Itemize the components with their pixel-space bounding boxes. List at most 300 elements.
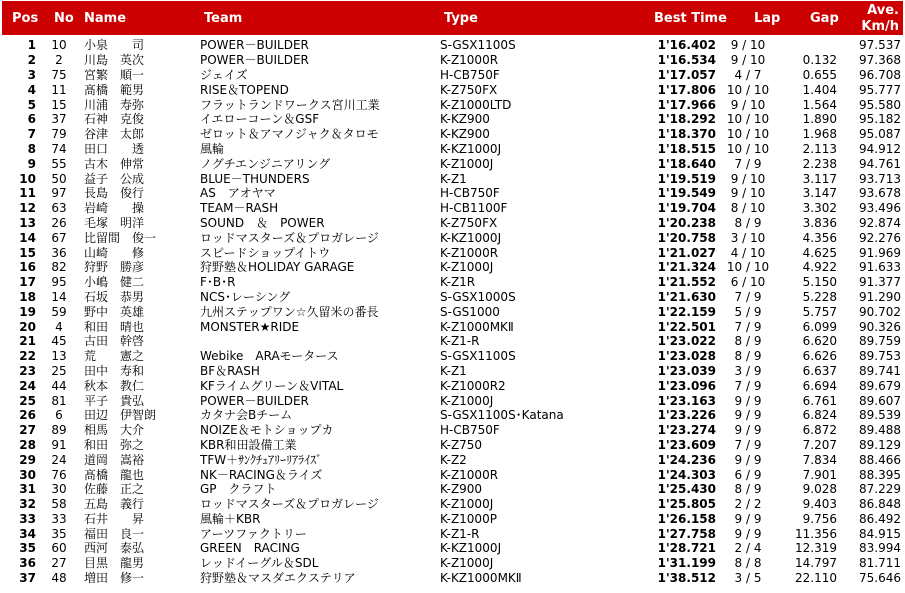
lap-cell: 10 / 10 xyxy=(726,127,770,142)
position-cell: 17 xyxy=(19,275,36,290)
result-row xyxy=(2,230,903,245)
number-cell: 60 xyxy=(51,541,67,556)
average-speed-cell: 95.182 xyxy=(859,112,901,127)
team-cell: ジェイズ xyxy=(200,67,248,82)
rider-name-cell: 田口 透 xyxy=(84,141,145,156)
header-type: Type xyxy=(444,11,478,26)
result-row xyxy=(2,53,903,68)
gap-cell: 1.404 xyxy=(802,82,837,97)
gap-cell: 7.207 xyxy=(802,437,837,452)
best-time-cell: 1'16.402 xyxy=(657,38,716,53)
gap-cell: 9.028 xyxy=(802,482,837,497)
best-time-cell: 1'18.640 xyxy=(657,156,716,171)
position-cell: 4 xyxy=(27,82,36,97)
gap-cell: 6.824 xyxy=(802,408,837,423)
lap-cell: 8 / 8 xyxy=(734,556,762,571)
average-speed-cell: 91.969 xyxy=(859,245,901,260)
average-speed-cell: 91.633 xyxy=(859,260,901,275)
best-time-cell: 1'24.303 xyxy=(657,467,716,482)
team-cell: イエローコーン＆GSF xyxy=(200,112,320,127)
result-row xyxy=(2,112,903,127)
best-time-cell: 1'23.096 xyxy=(657,378,716,393)
header-lap: Lap xyxy=(754,11,781,26)
result-row xyxy=(2,423,903,438)
best-time-cell: 1'23.226 xyxy=(657,408,716,423)
lap-cell: 7 / 9 xyxy=(734,156,762,171)
team-cell xyxy=(198,334,438,349)
header-gap: Gap xyxy=(810,11,839,26)
header-best-time: Best Time xyxy=(654,11,727,26)
rider-name-cell: 小嶋 健二 xyxy=(84,275,145,290)
average-speed-cell: 91.377 xyxy=(859,275,901,290)
best-time-cell: 1'18.370 xyxy=(657,127,716,142)
result-row xyxy=(2,438,903,453)
position-cell: 16 xyxy=(19,260,36,275)
best-time-cell: 1'19.519 xyxy=(657,171,716,186)
bike-type-cell: S-GSX1100S･Katana xyxy=(440,408,564,423)
bike-type-cell: K-Z1-R xyxy=(440,334,480,349)
best-time-cell: 1'22.501 xyxy=(657,319,716,334)
result-row xyxy=(2,512,903,527)
gap-cell: 6.620 xyxy=(802,334,837,349)
result-row xyxy=(2,171,903,186)
bike-type-cell: K-Z1000J xyxy=(440,260,494,275)
number-cell: 75 xyxy=(51,67,67,82)
result-row xyxy=(2,408,903,423)
average-speed-cell: 75.646 xyxy=(859,571,901,586)
gap-cell: 5.150 xyxy=(802,275,837,290)
gap-cell: 6.626 xyxy=(802,349,837,364)
lap-cell: 5 / 9 xyxy=(734,304,762,319)
number-cell: 24 xyxy=(51,452,67,467)
gap-cell: 7.834 xyxy=(802,452,837,467)
average-speed-cell: 88.466 xyxy=(859,452,901,467)
result-row xyxy=(2,82,903,97)
number-cell: 95 xyxy=(51,275,67,290)
rider-name-cell: 毛塚 明洋 xyxy=(84,215,145,230)
number-cell: 58 xyxy=(51,497,67,512)
position-cell: 3 xyxy=(27,67,36,82)
rider-name-cell: 比留間 俊一 xyxy=(84,230,157,245)
rider-name-cell: 秋本 教仁 xyxy=(84,378,145,393)
number-cell: 4 xyxy=(55,319,63,334)
position-cell: 18 xyxy=(19,289,36,304)
position-cell: 30 xyxy=(19,467,36,482)
rider-name-cell: 髙橋 龍也 xyxy=(84,467,145,482)
result-row xyxy=(2,156,903,171)
position-cell: 32 xyxy=(19,497,36,512)
best-time-cell: 1'25.430 xyxy=(657,482,716,497)
best-time-cell: 1'19.704 xyxy=(657,201,716,216)
lap-cell: 2 / 2 xyxy=(734,497,762,512)
lap-cell: 9 / 10 xyxy=(730,97,766,112)
lap-cell: 9 / 10 xyxy=(730,53,766,68)
result-row xyxy=(2,541,903,556)
number-cell: 6 xyxy=(55,408,63,423)
average-speed-cell: 94.912 xyxy=(859,141,901,156)
best-time-cell: 1'28.721 xyxy=(657,541,716,556)
bike-type-cell: S-GS1000 xyxy=(440,304,500,319)
bike-type-cell: K-Z1 xyxy=(440,171,467,186)
number-cell: 45 xyxy=(51,334,67,349)
lap-cell: 9 / 9 xyxy=(734,511,762,526)
rider-name-cell: 古木 伸常 xyxy=(84,156,145,171)
header-ave xyxy=(861,3,899,35)
team-cell: 風輪 xyxy=(200,141,225,156)
team-cell: BLUE－THUNDERS xyxy=(200,171,310,186)
result-row xyxy=(2,556,903,571)
number-cell: 91 xyxy=(51,437,67,452)
bike-type-cell: S-GSX1100S xyxy=(440,349,516,364)
gap-cell: 4.922 xyxy=(802,260,837,275)
rider-name-cell: 道岡 嵩裕 xyxy=(84,452,145,467)
gap-cell: 6.099 xyxy=(802,319,837,334)
position-cell: 5 xyxy=(27,97,36,112)
average-speed-cell: 88.395 xyxy=(859,467,901,482)
bike-type-cell: K-Z1000R xyxy=(440,467,499,482)
header-name: Name xyxy=(84,11,127,26)
rider-name-cell: 目黒 龍男 xyxy=(84,556,145,571)
team-cell: F･B･R xyxy=(200,275,236,290)
team-cell: Webike ARAモータース xyxy=(200,349,339,364)
position-cell: 37 xyxy=(19,571,36,586)
rider-name-cell: 小泉 司 xyxy=(84,38,145,53)
average-speed-cell: 89.759 xyxy=(859,334,901,349)
average-speed-cell: 90.702 xyxy=(859,304,901,319)
header-ave-line1: Ave. xyxy=(867,3,899,18)
bike-type-cell: S-GSX1000S xyxy=(440,289,516,304)
rider-name-cell: 岩崎 操 xyxy=(84,201,145,216)
average-speed-cell: 89.607 xyxy=(859,393,901,408)
lap-cell: 9 / 10 xyxy=(730,186,766,201)
result-row xyxy=(2,290,903,305)
team-cell: SOUND ＆ POWER xyxy=(200,215,325,230)
lap-cell: 9 / 9 xyxy=(734,408,762,423)
best-time-cell: 1'23.039 xyxy=(657,363,716,378)
team-cell: POWER－BUILDER xyxy=(200,393,309,408)
rider-name-cell: 佐藤 正之 xyxy=(84,482,145,497)
position-cell: 15 xyxy=(19,245,36,260)
result-row xyxy=(2,127,903,142)
average-speed-cell: 89.679 xyxy=(859,378,901,393)
rider-name-cell: 田中 寿和 xyxy=(84,363,145,378)
position-cell: 6 xyxy=(27,112,36,127)
result-row xyxy=(2,393,903,408)
gap-cell: 3.302 xyxy=(802,201,837,216)
average-speed-cell: 97.537 xyxy=(859,38,901,53)
average-speed-cell: 96.708 xyxy=(859,67,901,82)
rider-name-cell: 石井 昇 xyxy=(84,511,145,526)
average-speed-cell: 86.848 xyxy=(859,497,901,512)
position-cell: 19 xyxy=(19,304,36,319)
number-cell: 89 xyxy=(51,423,67,438)
number-cell: 55 xyxy=(51,156,67,171)
gap-cell: 22.110 xyxy=(795,571,837,586)
result-row xyxy=(2,68,903,83)
bike-type-cell: K-Z2 xyxy=(440,452,467,467)
bike-type-cell: K-Z1000J xyxy=(440,393,494,408)
lap-cell: 10 / 10 xyxy=(726,141,770,156)
result-row xyxy=(2,142,903,157)
lap-cell: 9 / 9 xyxy=(734,423,762,438)
result-row xyxy=(2,201,903,216)
team-cell: レッドイーグル＆SDL xyxy=(200,556,319,571)
average-speed-cell: 95.777 xyxy=(859,82,901,97)
bike-type-cell: K-KZ900 xyxy=(440,127,490,142)
number-cell: 97 xyxy=(51,186,67,201)
position-cell: 35 xyxy=(19,541,36,556)
gap-cell: 1.890 xyxy=(802,112,837,127)
team-cell: ロッドマスターズ＆プロガレージ xyxy=(200,230,379,245)
bike-type-cell: H-CB750F xyxy=(440,423,500,438)
best-time-cell: 1'21.630 xyxy=(657,289,716,304)
position-cell: 31 xyxy=(19,482,36,497)
average-speed-cell: 93.496 xyxy=(859,201,901,216)
position-cell: 36 xyxy=(19,556,36,571)
position-cell: 24 xyxy=(19,378,36,393)
best-time-cell: 1'27.758 xyxy=(657,526,716,541)
average-speed-cell: 86.492 xyxy=(859,511,901,526)
rider-name-cell: 西河 泰弘 xyxy=(84,541,145,556)
bike-type-cell: K-Z1000P xyxy=(440,511,497,526)
team-cell: POWER－BUILDER xyxy=(200,53,309,68)
gap-cell: 6.694 xyxy=(802,378,837,393)
rider-name-cell: 川島 英次 xyxy=(84,53,145,68)
best-time-cell: 1'21.324 xyxy=(657,260,716,275)
rider-name-cell: 谷津 太郎 xyxy=(84,127,145,142)
lap-cell: 4 / 10 xyxy=(730,245,766,260)
rider-name-cell: 長島 俊行 xyxy=(84,186,145,201)
team-cell: 風輪＋KBR xyxy=(200,511,261,526)
number-cell: 15 xyxy=(51,97,67,112)
rider-name-cell: 宮繁 順一 xyxy=(84,67,145,82)
number-cell: 63 xyxy=(51,201,67,216)
team-cell: GREEN RACING xyxy=(200,541,300,556)
gap-cell: 3.117 xyxy=(802,171,837,186)
team-cell: GP クラフト xyxy=(200,482,277,497)
gap-cell xyxy=(778,38,843,53)
team-cell: ゼロット＆アマノジャク＆タロモ xyxy=(200,127,379,142)
result-row xyxy=(2,349,903,364)
position-cell: 27 xyxy=(19,423,36,438)
team-cell: TEAM－RASH xyxy=(200,201,279,216)
results-header xyxy=(2,1,903,35)
team-cell: KBR和田設備工業 xyxy=(200,437,297,452)
number-cell: 44 xyxy=(51,378,67,393)
rider-name-cell: 福田 良一 xyxy=(84,526,145,541)
bike-type-cell: K-Z1000J xyxy=(440,556,494,571)
average-speed-cell: 87.229 xyxy=(859,482,901,497)
rider-name-cell: 和田 弥之 xyxy=(84,437,145,452)
lap-cell: 8 / 9 xyxy=(734,334,762,349)
best-time-cell: 1'26.158 xyxy=(657,511,716,526)
bike-type-cell: K-Z1000J xyxy=(440,156,494,171)
position-cell: 11 xyxy=(19,186,36,201)
team-cell: AS アオヤマ xyxy=(200,186,276,201)
team-cell: ノグチエンジニアリング xyxy=(200,156,331,171)
result-row xyxy=(2,275,903,290)
position-cell: 29 xyxy=(19,452,36,467)
lap-cell: 7 / 9 xyxy=(734,319,762,334)
result-row xyxy=(2,364,903,379)
result-row xyxy=(2,38,903,53)
lap-cell: 8 / 9 xyxy=(734,215,762,230)
gap-cell: 3.836 xyxy=(802,215,837,230)
number-cell: 36 xyxy=(51,245,67,260)
result-row xyxy=(2,304,903,319)
bike-type-cell: K-Z1000LTD xyxy=(440,97,512,112)
header-team: Team xyxy=(204,11,243,26)
average-speed-cell: 89.753 xyxy=(859,349,901,364)
gap-cell: 3.147 xyxy=(802,186,837,201)
number-cell: 59 xyxy=(51,304,67,319)
number-cell: 37 xyxy=(51,112,67,127)
rider-name-cell: 荒 憲之 xyxy=(84,349,145,364)
result-row xyxy=(2,260,903,275)
rider-name-cell: 野中 英雄 xyxy=(84,304,145,319)
number-cell: 79 xyxy=(51,127,67,142)
average-speed-cell: 89.539 xyxy=(859,408,901,423)
position-cell: 21 xyxy=(19,334,36,349)
average-speed-cell: 92.276 xyxy=(859,230,901,245)
number-cell: 13 xyxy=(51,349,67,364)
lap-cell: 3 / 9 xyxy=(734,363,762,378)
bike-type-cell: K-KZ1000J xyxy=(440,230,502,245)
position-cell: 1 xyxy=(27,38,36,53)
result-row xyxy=(2,216,903,231)
number-cell: 14 xyxy=(51,289,67,304)
position-cell: 14 xyxy=(19,230,36,245)
result-row xyxy=(2,186,903,201)
best-time-cell: 1'18.292 xyxy=(657,112,716,127)
number-cell: 11 xyxy=(51,82,67,97)
number-cell: 33 xyxy=(51,511,67,526)
team-cell: 狩野塾＆HOLIDAY GARAGE xyxy=(200,260,355,275)
gap-cell: 6.761 xyxy=(802,393,837,408)
lap-cell: 3 / 5 xyxy=(734,571,762,586)
position-cell: 9 xyxy=(27,156,36,171)
rider-name-cell: 川浦 寿弥 xyxy=(84,97,145,112)
rider-name-cell: 古田 幹啓 xyxy=(84,334,145,349)
result-row xyxy=(2,497,903,512)
rider-name-cell: 平子 貴弘 xyxy=(84,393,145,408)
team-cell: 狩野塾＆マスダエクステリア xyxy=(200,571,356,586)
header-pos: Pos xyxy=(12,11,39,26)
lap-cell: 3 / 10 xyxy=(730,230,766,245)
position-cell: 20 xyxy=(19,319,36,334)
average-speed-cell: 89.741 xyxy=(859,363,901,378)
number-cell: 81 xyxy=(51,393,67,408)
best-time-cell: 1'20.238 xyxy=(657,215,716,230)
team-cell: KFライムグリーン＆VITAL xyxy=(200,378,344,393)
lap-cell: 7 / 9 xyxy=(734,378,762,393)
team-cell: フラットランドワークス宮川工業 xyxy=(200,97,380,112)
average-speed-cell: 90.326 xyxy=(859,319,901,334)
gap-cell: 1.564 xyxy=(802,97,837,112)
bike-type-cell: K-Z1000R2 xyxy=(440,378,506,393)
best-time-cell: 1'23.022 xyxy=(657,334,716,349)
best-time-cell: 1'20.758 xyxy=(657,230,716,245)
bike-type-cell: K-KZ1000J xyxy=(440,541,502,556)
best-time-cell: 1'23.028 xyxy=(657,349,716,364)
gap-cell: 5.757 xyxy=(802,304,837,319)
result-row xyxy=(2,571,903,586)
average-speed-cell: 94.761 xyxy=(859,156,901,171)
team-cell: MONSTER★RIDE xyxy=(200,319,300,334)
best-time-cell: 1'23.274 xyxy=(657,423,716,438)
gap-cell: 2.113 xyxy=(802,141,837,156)
bike-type-cell: K-Z1000J xyxy=(440,497,494,512)
rider-name-cell: 和田 晴也 xyxy=(84,319,145,334)
bike-type-cell: K-Z1 xyxy=(440,363,467,378)
average-speed-cell: 91.290 xyxy=(859,289,901,304)
average-speed-cell: 93.713 xyxy=(859,171,901,186)
gap-cell: 1.968 xyxy=(802,127,837,142)
result-row xyxy=(2,245,903,260)
bike-type-cell: H-CB750F xyxy=(440,67,500,82)
gap-cell: 11.356 xyxy=(795,526,837,541)
bike-type-cell: H-CB1100F xyxy=(440,201,508,216)
best-time-cell: 1'17.966 xyxy=(657,97,716,112)
best-time-cell: 1'22.159 xyxy=(657,304,716,319)
number-cell: 27 xyxy=(51,556,67,571)
best-time-cell: 1'21.027 xyxy=(657,245,716,260)
lap-cell: 8 / 9 xyxy=(734,482,762,497)
team-cell: アーツファクトリー xyxy=(200,526,307,541)
result-row xyxy=(2,452,903,467)
position-cell: 25 xyxy=(19,393,36,408)
rider-name-cell: 髙橋 範男 xyxy=(84,82,145,97)
result-row xyxy=(2,378,903,393)
best-time-cell: 1'17.806 xyxy=(657,82,716,97)
rider-name-cell: 狩野 勝彦 xyxy=(84,260,145,275)
gap-cell: 4.356 xyxy=(802,230,837,245)
position-cell: 22 xyxy=(19,349,36,364)
number-cell: 50 xyxy=(51,171,67,186)
average-speed-cell: 97.368 xyxy=(859,53,901,68)
number-cell: 26 xyxy=(51,215,67,230)
position-cell: 23 xyxy=(19,363,36,378)
team-cell: NOIZE＆モトショップカ xyxy=(200,423,334,438)
team-cell: ロッドマスターズ＆プロガレージ xyxy=(200,497,379,512)
team-cell: NK－RACING＆ライズ xyxy=(200,467,323,482)
number-cell: 2 xyxy=(55,53,63,68)
rider-name-cell: 益子 公成 xyxy=(84,171,145,186)
gap-cell: 6.637 xyxy=(802,363,837,378)
lap-cell: 8 / 9 xyxy=(734,349,762,364)
average-speed-cell: 95.087 xyxy=(859,127,901,142)
lap-cell: 10 / 10 xyxy=(726,82,770,97)
gap-cell: 12.319 xyxy=(795,541,837,556)
number-cell: 25 xyxy=(51,363,67,378)
team-cell: BF＆RASH xyxy=(200,363,260,378)
lap-cell: 7 / 9 xyxy=(734,437,762,452)
best-time-cell: 1'16.534 xyxy=(657,53,716,68)
bike-type-cell: K-KZ1000J xyxy=(440,141,502,156)
team-cell: NCS･レーシング xyxy=(200,289,291,304)
best-time-cell: 1'24.236 xyxy=(657,452,716,467)
lap-cell: 9 / 9 xyxy=(734,393,762,408)
lap-cell: 4 / 7 xyxy=(734,67,762,82)
bike-type-cell: K-Z900 xyxy=(440,482,483,497)
average-speed-cell: 93.678 xyxy=(859,186,901,201)
gap-cell: 9.756 xyxy=(802,511,837,526)
gap-cell: 0.132 xyxy=(802,53,837,68)
results-table xyxy=(2,38,903,585)
bike-type-cell: K-Z1000R xyxy=(440,53,499,68)
result-row xyxy=(2,482,903,497)
bike-type-cell: H-CB750F xyxy=(440,186,500,201)
